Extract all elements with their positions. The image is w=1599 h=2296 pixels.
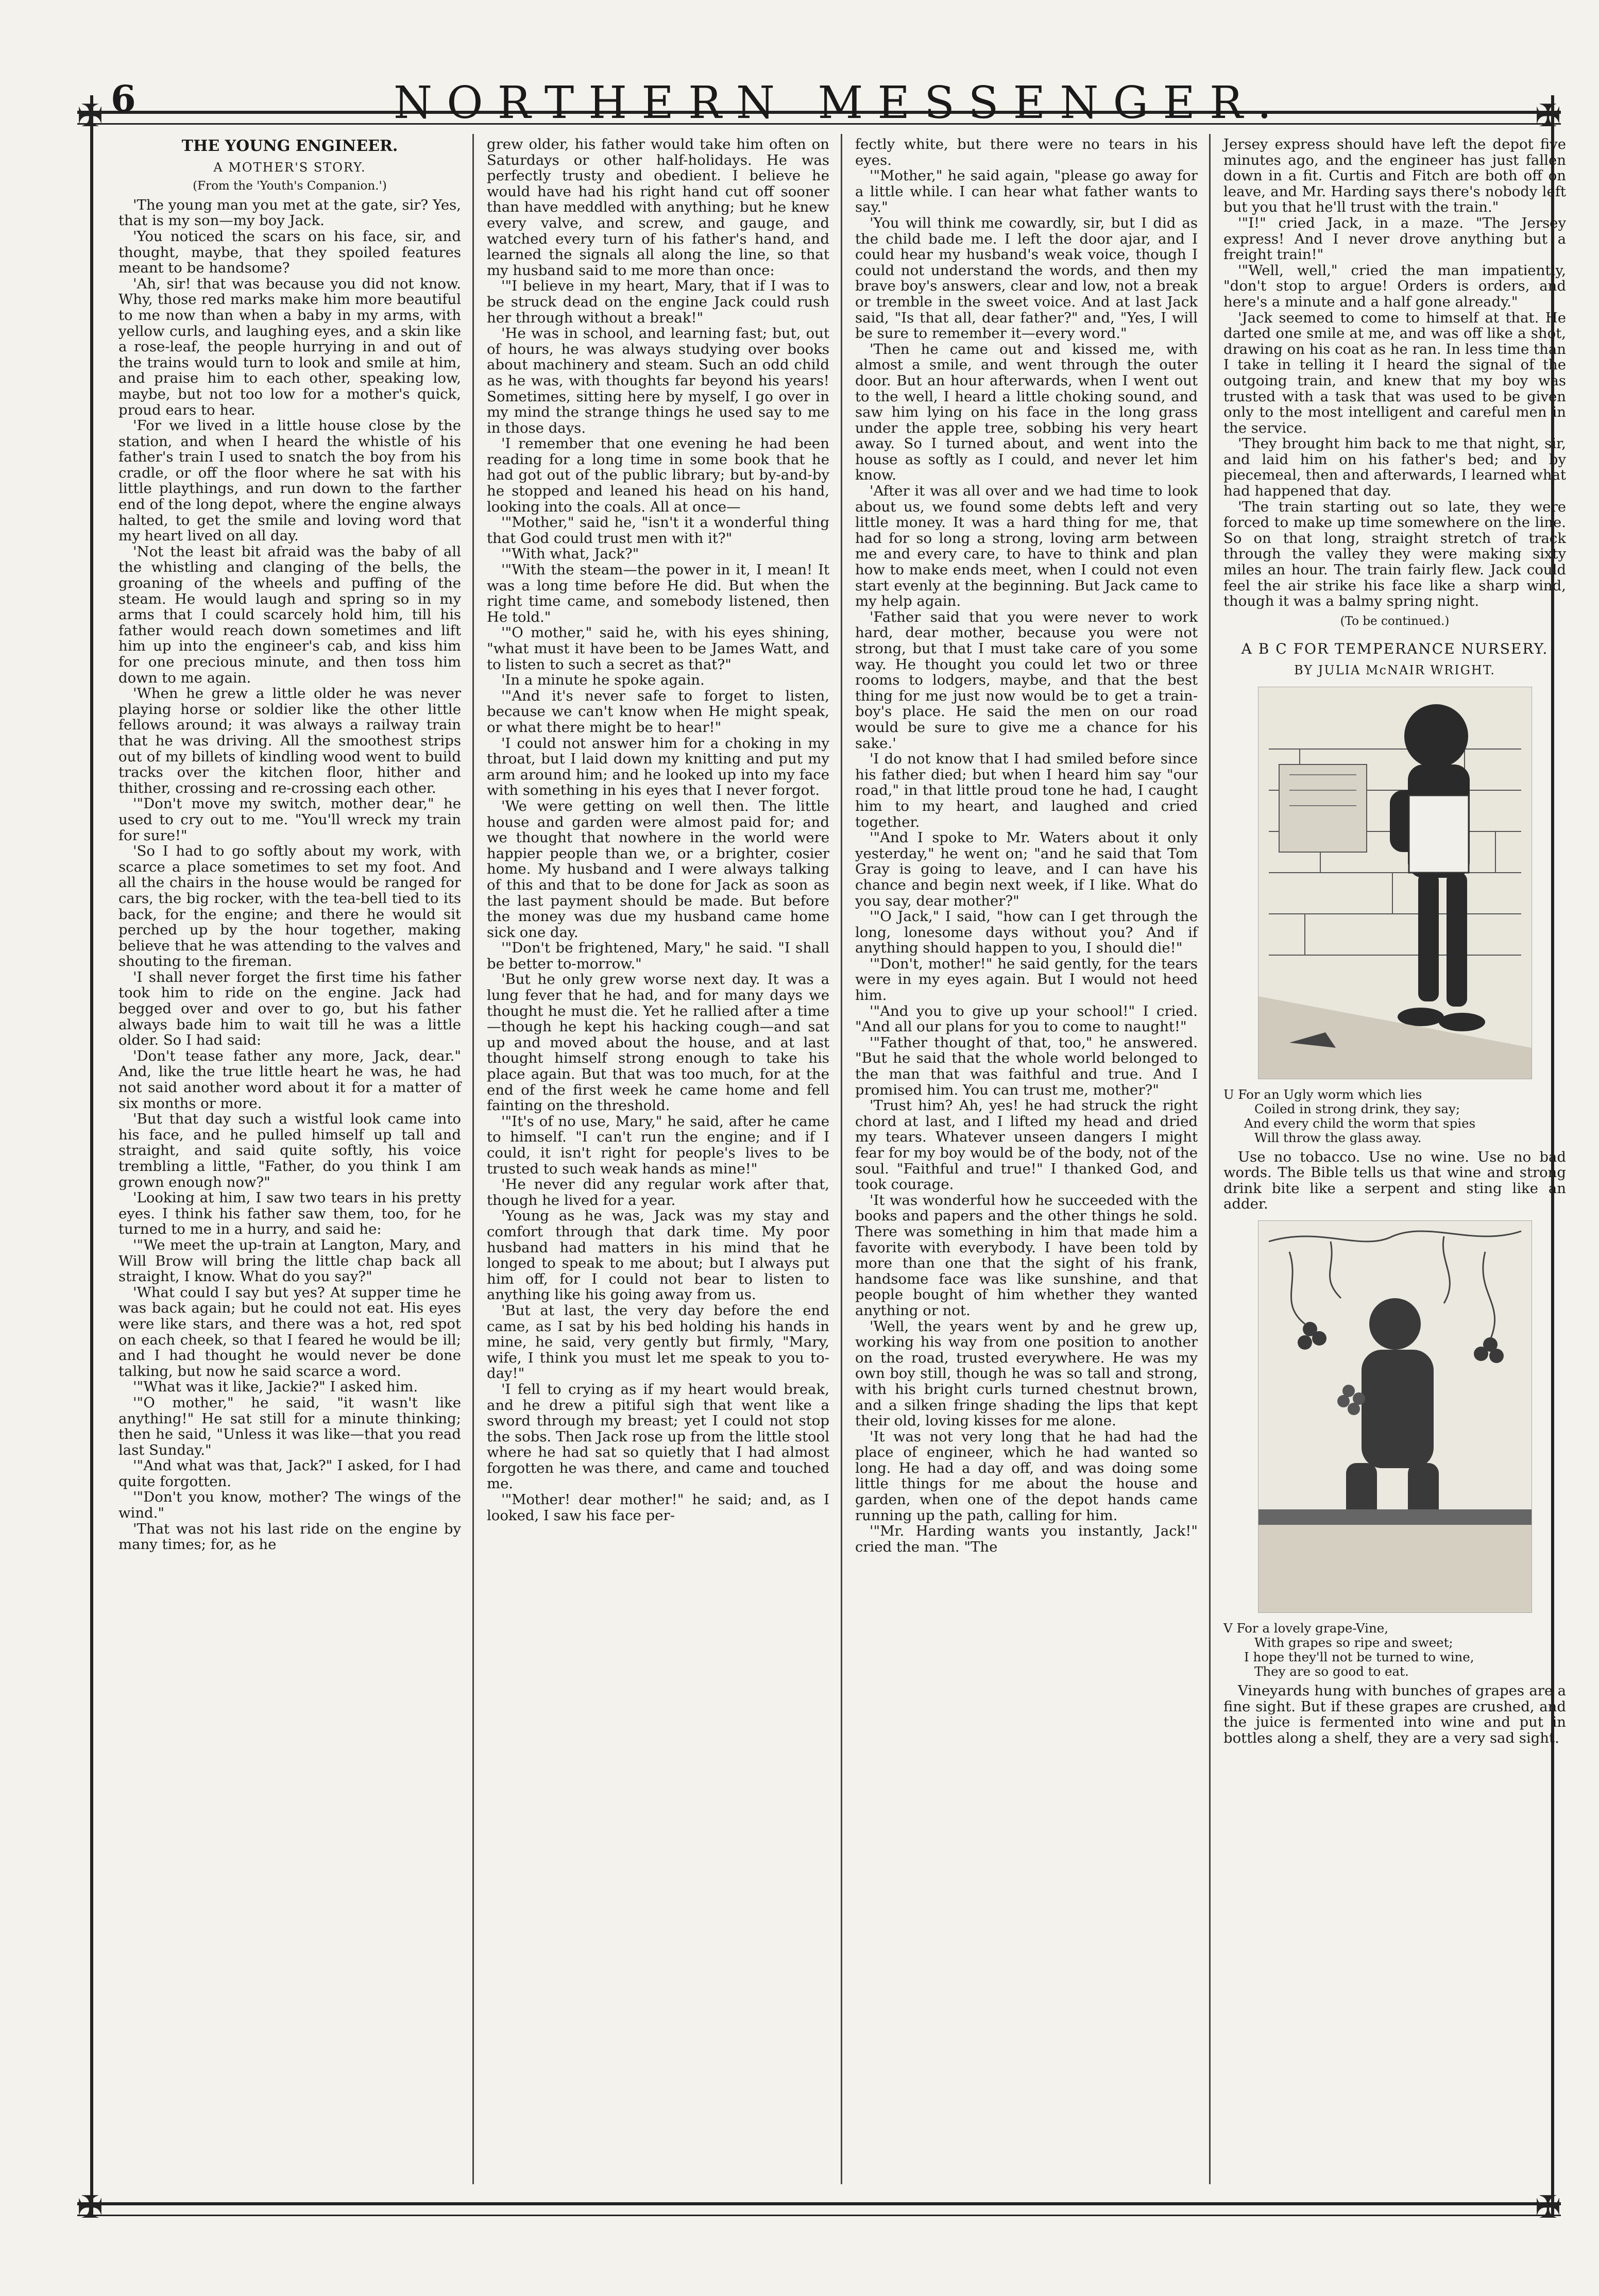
- paragraph: 'They brought him back to me that night, sir, and laid him on his father's bed; and by piecemeal, then and afterwards, I learned what had happened that day.: [1223, 435, 1566, 500]
- column-rule: [841, 134, 842, 2184]
- paragraph: 'You noticed the scars on his face, sir, and thought, maybe, that they spoiled features meant to be handsome?: [118, 228, 461, 277]
- paragraph: 'Father said that you were never to work hard, dear mother, because you were not strong, but that I must take care of you some way. He thought you could let two or three rooms to lodgers, maybe, and that the best thing for me just now would be to get a train-boy's place. He said the men on our road would be sure to give me a chance for his sake.': [855, 608, 1198, 752]
- article-title: THE YOUNG ENGINEER.: [181, 137, 398, 155]
- paragraph: 'Well, the years went by and he grew up, working his way from one position to another on the road, trusted everywhere. He was my own boy still, though he was so tall and strong, with his bright curls turned chestnut brown, and a silken fringe shading the lips that kept their old, loving kisses for me alone.: [855, 1318, 1198, 1430]
- paragraph: '"Mother! dear mother!" he said; and, as I looked, I saw his face per-: [487, 1491, 829, 1524]
- abc-title: A B C FOR TEMPERANCE NURSERY.: [1241, 640, 1549, 658]
- paragraph: '"And you to give up your school!" I cried. "And all our plans for you to come to naught!": [855, 1002, 1198, 1035]
- paragraph: 'The young man you met at the gate, sir? Yes, that is my son—my boy Jack.: [118, 196, 461, 229]
- corner-ornament-icon: ✠: [1535, 2189, 1561, 2225]
- page-number: 6: [111, 77, 136, 120]
- paragraph: '"What was it like, Jackie?" I asked him.: [133, 1379, 418, 1396]
- paragraph: 'It was wonderful how he succeeded with the books and papers and the other things he sold. There was something in him that made him a favorite with everybody. I have been told by more than one that the sight of his frank, handsome face was like sunshine, and that people bought of him whether they wanted anything or not.: [855, 1192, 1198, 1319]
- paragraph: 'Not the least bit afraid was the baby of all the whistling and clanging of the bells, the groaning of the wheels and puffing of the steam. He would laugh and spring so in my arms that I could scarcely hold him, till his father would reach down sometimes and lift him up into the engineer's cab, and kiss him for one precious minute, and then toss him down to me again.: [118, 543, 461, 686]
- column-rule: [1209, 134, 1211, 2184]
- illustration-child-with-grapes: [1258, 1220, 1532, 1613]
- corner-ornament-icon: ✠: [77, 2189, 104, 2225]
- verse-line: I hope they'll not be turned to wine,: [1244, 1649, 1474, 1664]
- paragraph: 'He never did any regular work after that, though he lived for a year.: [487, 1176, 829, 1209]
- paragraph: '"O Jack," I said, "how can I get through the long, lonesome days without you? And if anything should happen to you, I should die!": [855, 908, 1198, 957]
- paragraph: 'I do not know that I had smiled before since his father died; but when I heard him say "our road," in that little proud tone he had, I caught him to my heart, and laughed and cried together.: [855, 751, 1198, 830]
- verse-line: V For a lovely grape-Vine,: [1223, 1620, 1389, 1636]
- paragraph: 'He was in school, and learning fast; but, out of hours, he was always studying over books about machinery and steam. Such an odd child as he was, with thoughts far beyond his years! Sometimes, sitting here by myself, I go over in my mind the strange things he used say to me in those days.: [487, 325, 829, 436]
- paragraph: '"Don't you know, mother? The wings of the wind.": [118, 1489, 461, 1522]
- verse-line: U For an Ugly worm which lies: [1223, 1086, 1422, 1102]
- paragraph: '"And what was that, Jack?" I asked, for I had quite forgotten.: [118, 1457, 461, 1490]
- paragraph: 'We were getting on well then. The little house and garden were almost paid for; and we thought that nowhere in the world were happier people than we, or a brighter, cosier home. My husband and I were always talking of this and that to be done for Jack as soon as the last payment should be made. But before the money was due my husband came home sick one day.: [487, 797, 829, 941]
- verse-line: With grapes so ripe and sweet;: [1254, 1635, 1453, 1650]
- paragraph: 'But that day such a wistful look came into his face, and he pulled himself up tall and straight, and said quite softly, his voice trembling a little, "Father, do you think I am grown enough now?": [118, 1111, 461, 1190]
- paragraph: 'But at last, the very day before the end came, as I sat by his bed holding his hands in mine, he said, very gently but firmly, "Mary, wife, I think you must let me speak to you to-day!": [487, 1302, 829, 1382]
- column-rule: [472, 134, 474, 2184]
- paragraph: '"Well, well," cried the man impatiently, "don't stop to argue! Orders is orders, and here's a minute and a half gone already.": [1223, 262, 1566, 310]
- paragraph: 'I remember that one evening he had been reading for a long time in some book that he had got out of the public library; but by-and-by he stopped and leaned his head on his hand, looking into the coals. All at once—: [487, 435, 829, 515]
- paragraph: '"And it's never safe to forget to listen, because we can't know when He might speak, or what there might be to hear!": [487, 687, 829, 736]
- paragraph: grew older, his father would take him often on Saturdays or other half-holidays. He was perfectly trusty and obedient. I believe he would have had his right hand cut off sooner than have meddled with anything; but he knew every valve, and screw, and gauge, and watched every turn of his father's hand, and learned the signals all along the line, so that my husband said to me more than once:: [487, 136, 829, 279]
- paragraph: 'Trust him? Ah, yes! he had struck the right chord at last, and I lifted my head and dried my tears. Whatever unseen dangers I might fear for my boy would be of the body, not of the soul. "Faithful and true!" I thanked God, and took courage.: [855, 1097, 1198, 1193]
- article-source: (From the 'Youth's Companion.'): [193, 179, 387, 193]
- paragraph: 'Young as he was, Jack was my stay and comfort through that dark time. My poor husband had matters in his mind that he longed to speak to me about; but I always put him off, for I could not bear to listen to anything like his going away from us.: [487, 1207, 829, 1303]
- article-subtitle: A MOTHER'S STORY.: [213, 160, 366, 175]
- paragraph: 'I fell to crying as if my heart would break, and he drew a pitiful sigh that went like a sword through my breast; yet I could not stop the sobs. Then Jack rose up from the little stool where he had sat so quietly that I had almost forgotten he was there, and came and touched me.: [487, 1381, 829, 1492]
- abc-byline: BY JULIA McNAIR WRIGHT.: [1294, 663, 1495, 677]
- paragraph: 'When he grew a little older he was never playing horse or soldier like the other little fellows around; it was always a railway train that he was driving. All the smoothest strips out of my billets of kindling wood went to build tracks over the kitchen floor, hither and thither, crossing and re-crossing each other.: [118, 685, 461, 796]
- paragraph: 'Jack seemed to come to himself at that. He darted one smile at me, and was off like a shot, drawing on his coat as he ran. In less time than I take in telling it I heard the signal of the outgoing train, and knew that my boy was trusted with a task that was used to be given only to the most intelligent and careful men in the service.: [1223, 309, 1566, 436]
- article-column-1: [118, 137, 461, 1553]
- verse-u: [1223, 1087, 1566, 1145]
- paragraph: Jersey express should have left the depot five minutes ago, and the engineer has just fallen down in a fit. Curtis and Fitch are both off on leave, and Mr. Harding says there's nobody left but you that he'll trust with the train.": [1223, 136, 1566, 216]
- masthead-title: NORTHERN MESSENGER.: [393, 77, 1286, 129]
- paragraph: '"Mother," said he, "isn't it a wonderful thing that God could trust men with it?": [487, 514, 829, 547]
- paragraph: '"With what, Jack?": [501, 546, 639, 563]
- paragraph: 'Then he came out and kissed me, with almost a smile, and went through the outer door. But an hour afterwards, when I went out to the well, I heard a little choking sound, and saw him lying on his face in the long grass under the apple tree, sobbing his very heart away. So I turned about, and went into the house as softly as I could, and never let him know.: [855, 341, 1198, 484]
- paragraph: '"Mr. Harding wants you instantly, Jack!" cried the man. "The: [855, 1523, 1198, 1555]
- paragraph: 'But he only grew worse next day. It was a lung fever that he had, and for many days we thought he must die. Yet he rallied after a time—though he kept his hacking cough—and sat up and moved about the house, and at last thought himself strong enough to take his place again. But that was too much, for at the end of the first week he came home and fell fainting on the threshold.: [487, 971, 829, 1114]
- paragraph: '"With the steam—the power in it, I mean! It was a long time before He did. But when the right time came, and somebody listened, then He told.": [487, 562, 829, 625]
- paragraph: '"I believe in my heart, Mary, that if I was to be struck dead on the engine Jack could rush her through without a break!": [487, 278, 829, 326]
- corner-ornament-icon: ✠: [77, 98, 104, 134]
- paragraph: '"O mother," said he, with his eyes shining, "what must it have been to be James Watt, and to listen to such a secret as that?": [487, 624, 829, 673]
- paragraph: 'It was not very long that he had had the place of engineer, which he had wanted so long. He had a day off, and was doing some little things for me about the house and garden, when one of the depot hands came running up the path, calling for him.: [855, 1428, 1198, 1524]
- paragraph: 'That was not his last ride on the engine by many times; for, as he: [118, 1520, 461, 1553]
- paragraph: 'So I had to go softly about my work, with scarce a place sometimes to set my foot. And all the chairs in the house would be ranged for cars, the big rocker, with the tea-bell tied to its back, for the engine; and there he would sit perched up by the hour together, making believe that he was attending to the valves and shouting to the fireman.: [118, 843, 461, 970]
- verse-v: [1223, 1621, 1566, 1679]
- paragraph: '"I!" cried Jack, in a maze. "The Jersey express! And I never drove anything but a freight train!": [1223, 214, 1566, 263]
- paragraph: '"It's of no use, Mary," he said, after he came to himself. "I can't run the engine; and if I could, it isn't right for people's lives to be trusted to such weak hands as mine!": [487, 1113, 829, 1177]
- paragraph: '"Don't be frightened, Mary," he said. "I shall be better to-morrow.": [487, 940, 829, 972]
- verse-line: Will throw the glass away.: [1254, 1130, 1422, 1145]
- paragraph: '"O mother," he said, "it wasn't like anything!" He sat still for a minute thinking; then he said, "Unless it was like—that you read last Sunday.": [118, 1394, 461, 1458]
- verse-line: Coiled in strong drink, they say;: [1254, 1101, 1460, 1116]
- paragraph: 'For we lived in a little house close by the station, and when I heard the whistle of his father's train I used to snatch the boy from his cradle, or off the floor where he sat with his little playthings, and run down to the farther end of the long depot, where the engine always halted, to get the smile and loving word that my heart lived on all day.: [118, 417, 461, 545]
- paragraph: '"Don't, mother!" he said gently, for the tears were in my eyes again. But I would not heed him.: [855, 955, 1198, 1004]
- article-column-4: [1223, 137, 1566, 1746]
- paragraph: 'After it was all over and we had time to look about us, we found some debts left and very little money. It was a hard thing for me, that had for so long a strong, loving arm between me and every care, to have to think and plan how to make ends meet, when I could not even start evenly at the beginning. But Jack came to my help again.: [855, 483, 1198, 610]
- paragraph: '"And I spoke to Mr. Waters about it only yesterday," he went on; "and he said that Tom Gray is going to leave, and I can have his chance and begin next week, if I like. What do you say, dear mother?": [855, 829, 1198, 909]
- paragraph: 'What could I say but yes? At supper time he was back again; but he could not eat. His eyes were like stars, and there was a hot, red spot on each cheek, so that I feared he would be ill; and I had thought he would never be done talking, but now he said scarce a word.: [118, 1284, 461, 1380]
- paragraph: 'Looking at him, I saw two tears in his pretty eyes. I think his father saw them, too, for he turned to me in a hurry, and said he:: [118, 1189, 461, 1238]
- paragraph: '"Father thought of that, too," he answered. "But he said that the whole world belonged to the man that was faithful and true. And I promised him. You can trust me, mother?": [855, 1034, 1198, 1098]
- paragraph: fectly white, but there were no tears in his eyes.: [855, 136, 1198, 168]
- corner-ornament-icon: ✠: [1535, 98, 1561, 134]
- paragraph-v: Vineyards hung with bunches of grapes are a fine sight. But if these grapes are crushed, and the juice is fermented into wine and put in bottles along a shelf, they are a very sad sight.: [1223, 1682, 1566, 1746]
- paragraph: '"Mother," he said again, "please go away for a little while. I can hear what father wants to say.": [855, 167, 1198, 216]
- paragraph: '"We meet the up-train at Langton, Mary, and Will Brow will bring the little chap back all straight, I know. What do you say?": [118, 1236, 461, 1285]
- paragraph: 'I shall never forget the first time his father took him to ride on the engine. Jack had begged over and over to go, but his father always bade him to wait till he was a little older. So I had said:: [118, 968, 461, 1049]
- paragraph: '"Don't move my switch, mother dear," he used to cry out to me. "You'll wreck my train for sure!": [118, 795, 461, 844]
- paragraph: 'You will think me cowardly, sir, but I did as the child bade me. I left the door ajar, and I could hear my husband's weak voice, though I could not understand the words, and then my brave boy's answers, clear and low, not a break or tremble in the sweet voice. And at last Jack said, "Is that all, dear father?" and, "Yes, I will be sure to remember it—every word.": [855, 214, 1198, 342]
- paragraph: 'In a minute he spoke again.: [501, 672, 705, 689]
- article-column-2: [487, 137, 829, 1523]
- article-column-3: [855, 137, 1198, 1555]
- paragraph: 'Ah, sir! that was because you did not know. Why, those red marks make him more beautiful to me now than when a baby in my arms, with yellow curls, and laughing eyes, and a skin like a rose-leaf, the people hurrying in and out of the trains would turn to look and smile at him, and praise him to each other, speaking low, maybe, but not too low for a mother's quick, proud ears to hear.: [118, 275, 461, 418]
- illustration-boy-with-bottles: [1258, 687, 1532, 1079]
- paragraph: 'The train starting out so late, they were forced to make up time somewhere on the line. So on that long, straight stretch of track through the valley they were making sixty miles an hour. The train fairly flew. Jack could feel the air strike his face like a sharp wind, though it was a balmy spring night.: [1223, 498, 1566, 610]
- paragraph: 'Don't tease father any more, Jack, dear." And, like the true little heart he was, he had not said another word about it for a matter of six months or more.: [118, 1047, 461, 1112]
- verse-line: And every child the worm that spies: [1244, 1115, 1476, 1131]
- paragraph: 'I could not answer him for a choking in my throat, but I laid down my knitting and put my arm around him; and he looked up into my face with something in his eyes that I never forgot.: [487, 735, 829, 799]
- to-be-continued: (To be continued.): [1340, 614, 1450, 628]
- verse-line: They are so good to eat.: [1254, 1663, 1409, 1679]
- paragraph-u: Use no tobacco. Use no wine. Use no bad words. The Bible tells us that wine and strong drink bite like a serpent and sting like an adder.: [1223, 1148, 1566, 1213]
